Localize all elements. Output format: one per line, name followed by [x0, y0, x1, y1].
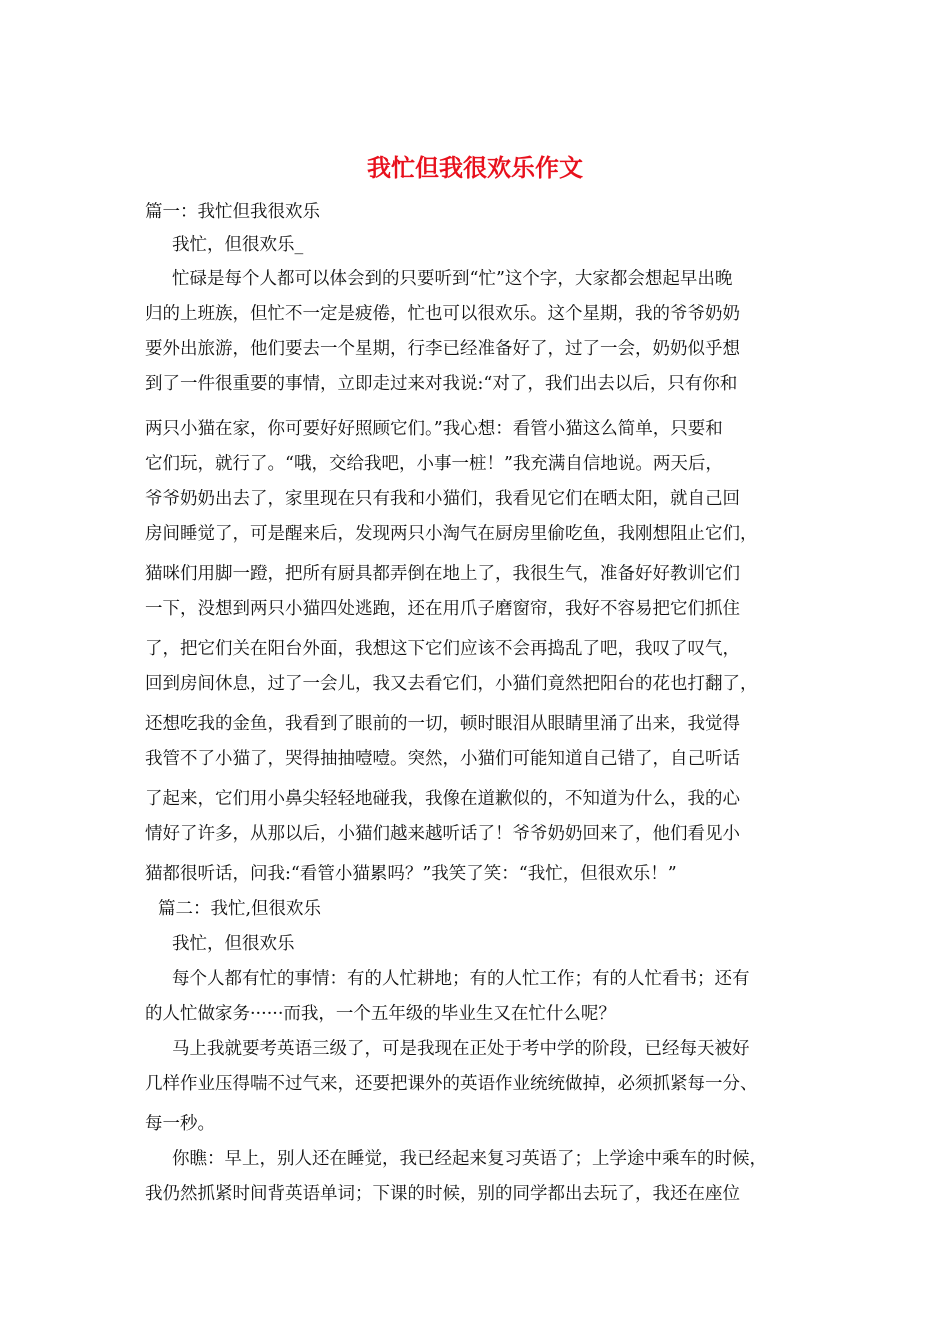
text-line: 两只小猫在家，你可要好好照顾它们。”我心想：看管小猫这么简单，只要和: [145, 419, 723, 439]
text-line: 猫都很听话，问我:“看管小猫累吗？”我笑了笑：“我忙，但很欢乐！”: [145, 864, 677, 884]
text-line: 归的上班族，但忙不一定是疲倦，忙也可以很欢乐。这个星期，我的爷爷奶奶: [145, 304, 740, 324]
text-line: 我管不了小猫了，哭得抽抽噎噎。突然，小猫们可能知道自己错了，自己听话: [145, 749, 740, 769]
text-line: 它们玩，就行了。“哦，交给我吧，小事一桩！”我充满自信地说。两天后，: [145, 454, 723, 474]
text-line: 爷爷奶奶出去了，家里现在只有我和小猫们，我看见它们在晒太阳，就自己回: [145, 489, 740, 509]
document-title: 我忙但我很欢乐作文: [367, 153, 583, 182]
text-line: 还想吃我的金鱼，我看到了眼前的一切，顿时眼泪从眼睛里涌了出来，我觉得: [145, 714, 740, 734]
text-line: 我仍然抓紧时间背英语单词；下课的时候，别的同学都出去玩了，我还在座位: [145, 1184, 740, 1204]
text-line: 忙碌是每个人都可以体会到的只要听到“忙”这个字，大家都会想起早出晚: [172, 269, 733, 289]
text-line: 每一秒。: [145, 1114, 215, 1134]
section-heading-2: 篇二：我忙,但很欢乐: [158, 899, 322, 919]
text-line: 马上我就要考英语三级了，可是我现在正处于考中学的阶段，已经每天被好: [172, 1039, 750, 1059]
text-line: 你瞧：早上，别人还在睡觉，我已经起来复习英语了；上学途中乘车的时候，: [172, 1149, 767, 1169]
text-line: 几样作业压得喘不过气来，还要把课外的英语作业统统做掉，必须抓紧每一分、: [145, 1074, 758, 1094]
text-line: 情好了许多，从那以后，小猫们越来越听话了！爷爷奶奶回来了，他们看见小: [145, 824, 740, 844]
text-line: 一下，没想到两只小猫四处逃跑，还在用爪子磨窗帘，我好不容易把它们抓住: [145, 599, 740, 619]
section-heading-1: 篇一：我忙但我很欢乐: [145, 202, 320, 222]
text-line: 了，把它们关在阳台外面，我想这下它们应该不会再捣乱了吧，我叹了叹气，: [145, 639, 740, 659]
text-line: 回到房间休息，过了一会儿，我又去看它们，小猫们竟然把阳台的花也打翻了，: [145, 674, 758, 694]
text-line: 猫咪们用脚一蹬，把所有厨具都弄倒在地上了，我很生气，准备好好教训它们: [145, 564, 740, 584]
text-line: 要外出旅游，他们要去一个星期，行李已经准备好了，过了一会，奶奶似乎想: [145, 339, 740, 359]
text-line: 的人忙做家务······而我，一个五年级的毕业生又在忙什么呢？: [145, 1004, 616, 1024]
section-subtitle-1: 我忙，但很欢乐_: [172, 235, 304, 255]
text-line: 了起来，它们用小鼻尖轻轻地碰我，我像在道歉似的，不知道为什么，我的心: [145, 789, 740, 809]
section-subtitle-2: 我忙，但很欢乐: [172, 934, 295, 954]
text-line: 到了一件很重要的事情，立即走过来对我说:“对了，我们出去以后，只有你和: [145, 374, 738, 394]
text-line: 每个人都有忙的事情：有的人忙耕地；有的人忙工作；有的人忙看书；还有: [172, 969, 750, 989]
text-line: 房间睡觉了，可是醒来后，发现两只小淘气在厨房里偷吃鱼，我刚想阻止它们，: [145, 524, 758, 544]
